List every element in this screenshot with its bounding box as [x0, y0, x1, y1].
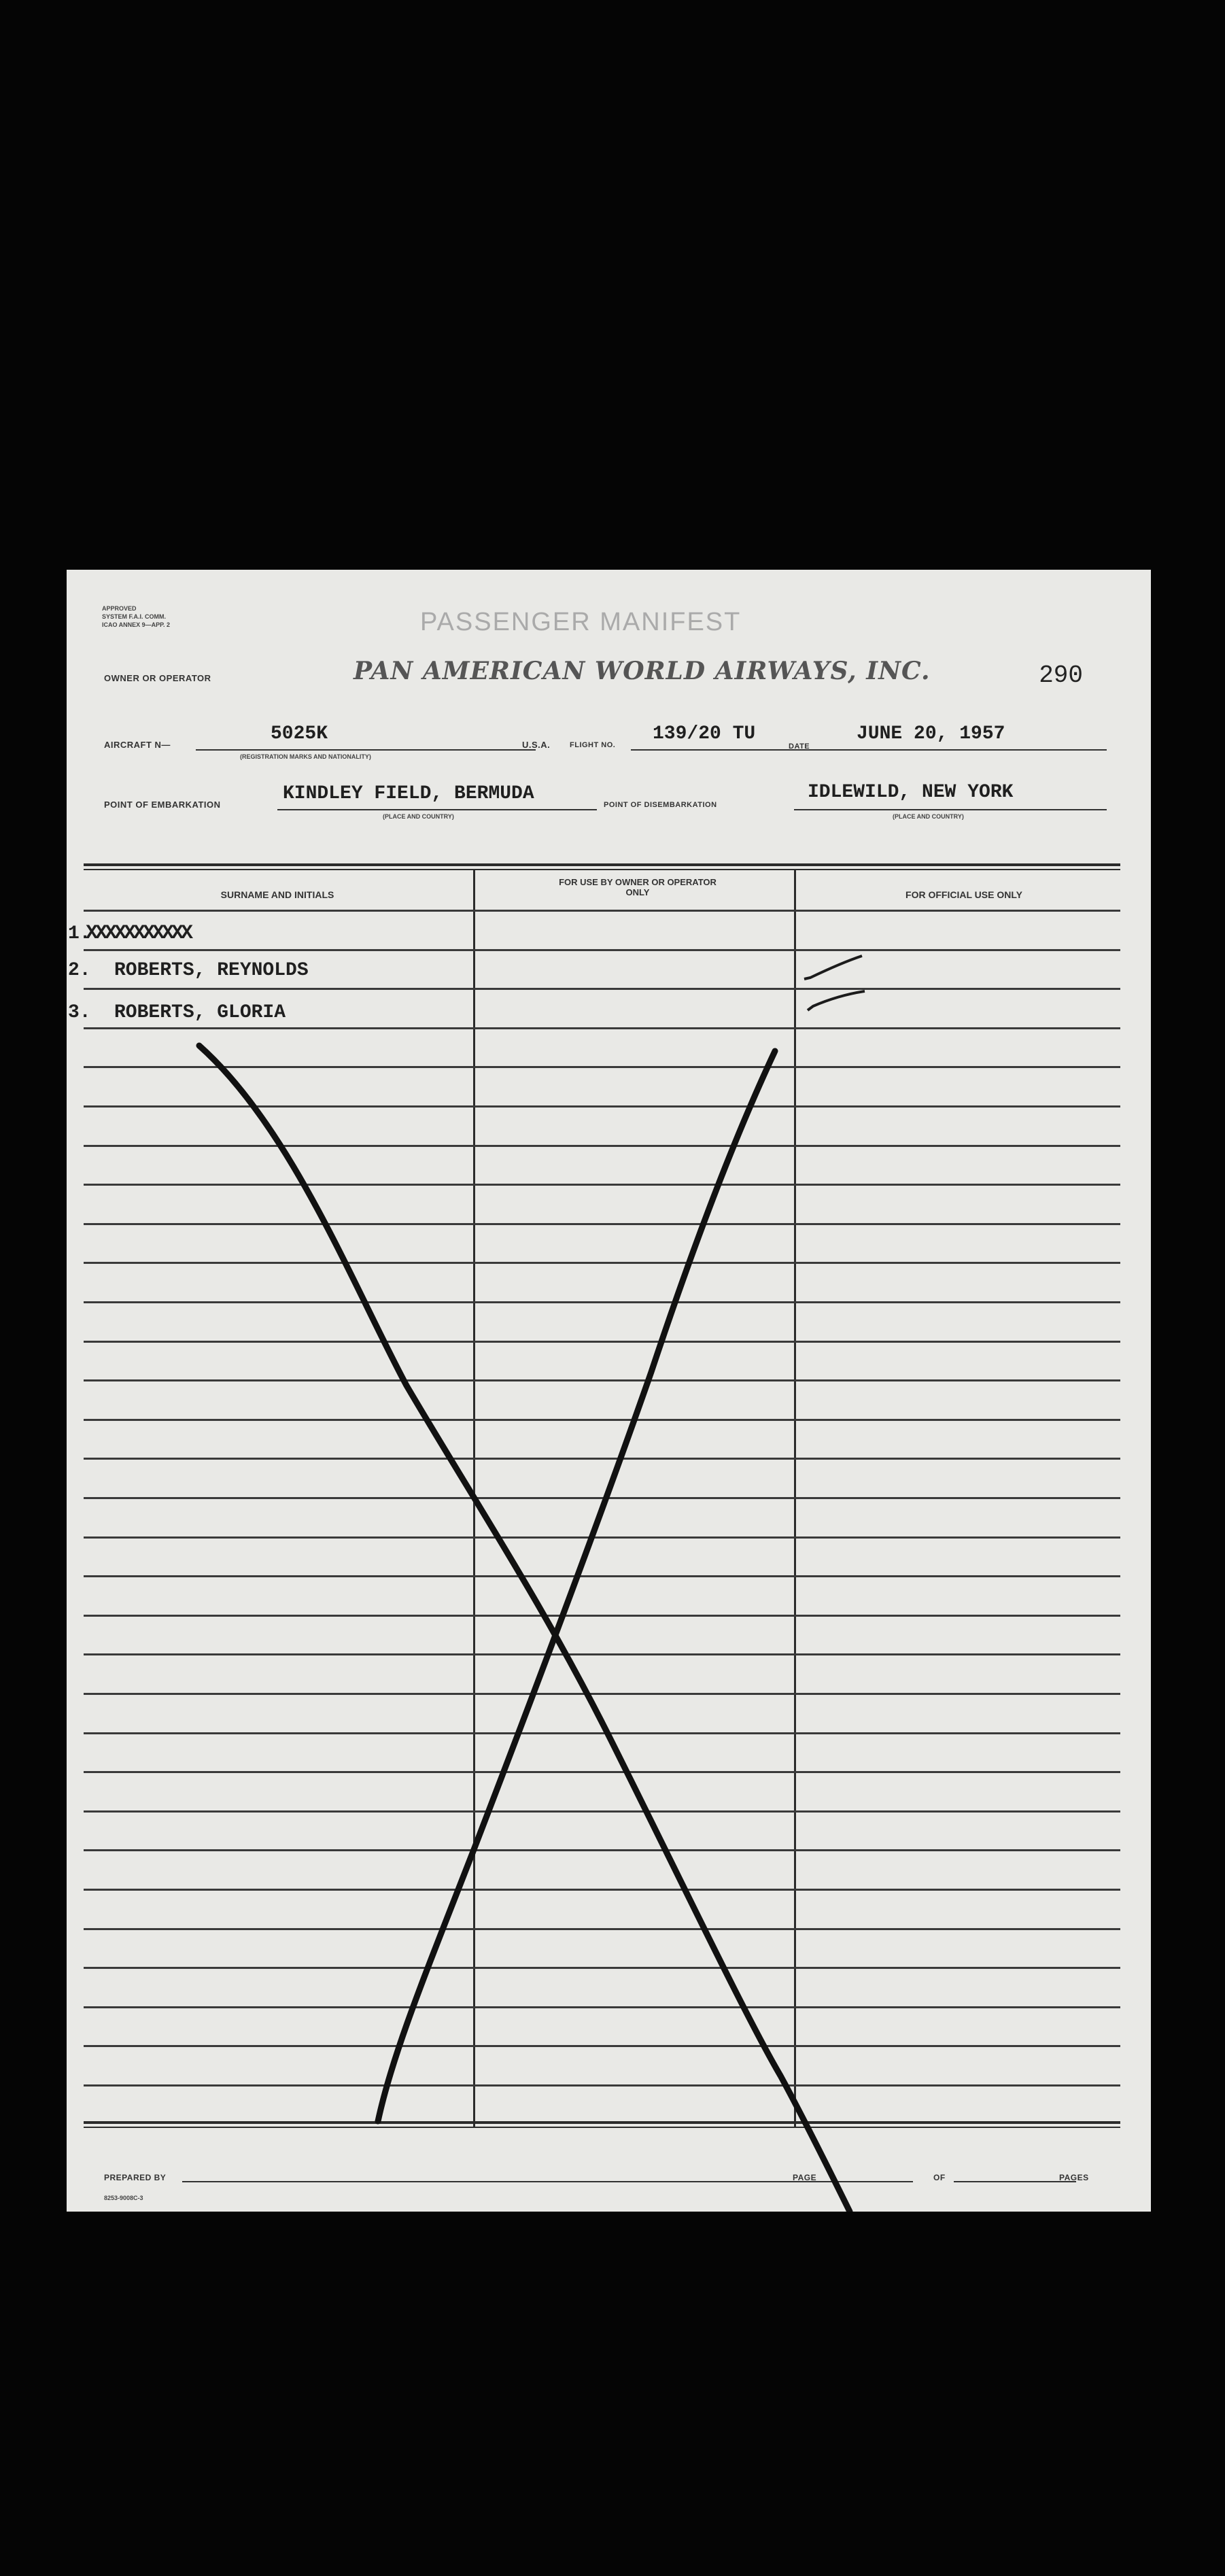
manifest-sheet: [67, 570, 1151, 2212]
passenger-name-1: XXXXXXXXXXX: [86, 922, 191, 945]
aircraft-value: 5025K: [271, 723, 328, 744]
passenger-num-2: 2.: [68, 960, 91, 981]
date-label: DATE: [789, 742, 810, 751]
aircraft-sub: (REGISTRATION MARKS AND NATIONALITY): [240, 753, 371, 760]
passenger-num-1: 1.: [68, 923, 91, 944]
airline-name: PAN AMERICAN WORLD AIRWAYS, INC.: [353, 657, 931, 685]
aircraft-label: AIRCRAFT N—: [104, 740, 171, 750]
pages-label: PAGES: [1059, 2173, 1089, 2182]
approval-line-1: APPROVED: [102, 605, 137, 612]
column-header-official: FOR OFFICIAL USE ONLY: [905, 889, 1022, 900]
passenger-num-3: 3.: [68, 1002, 91, 1023]
column-header-owner-use: FOR USE BY OWNER OR OPERATOR ONLY: [559, 877, 717, 897]
prepared-label: PREPARED BY: [104, 2173, 167, 2182]
of-label: OF: [933, 2173, 946, 2182]
disembark-label: POINT OF DISEMBARKATION: [604, 801, 717, 809]
approval-line-3: ICAO ANNEX 9—APP. 2: [102, 621, 171, 628]
form-code: 8253-9008C-3: [104, 2195, 143, 2201]
page-label: PAGE: [793, 2173, 817, 2182]
flight-value: 139/20 TU: [653, 723, 756, 744]
usa-label: U.S.A.: [522, 740, 551, 750]
form-title: PASSENGER MANIFEST: [420, 608, 742, 636]
approval-line-2: SYSTEM F.A.I. COMM.: [102, 613, 167, 620]
disembark-sub: (PLACE AND COUNTRY): [893, 813, 964, 820]
passenger-name-3: ROBERTS, GLORIA: [114, 1002, 286, 1023]
date-value: JUNE 20, 1957: [857, 723, 1005, 744]
column-header-surname: SURNAME AND INITIALS: [220, 889, 334, 900]
embark-sub: (PLACE AND COUNTRY): [383, 813, 454, 820]
owner-label: OWNER OR OPERATOR: [104, 673, 211, 683]
x-cancel-mark-icon: [67, 570, 1151, 2212]
page-number: 290: [1039, 662, 1083, 689]
passenger-name-2: ROBERTS, REYNOLDS: [114, 960, 309, 981]
disembark-value: IDLEWILD, NEW YORK: [808, 782, 1014, 803]
flight-label: FLIGHT NO.: [570, 741, 616, 749]
embark-label: POINT OF EMBARKATION: [104, 800, 221, 810]
embark-value: KINDLEY FIELD, BERMUDA: [283, 783, 534, 804]
